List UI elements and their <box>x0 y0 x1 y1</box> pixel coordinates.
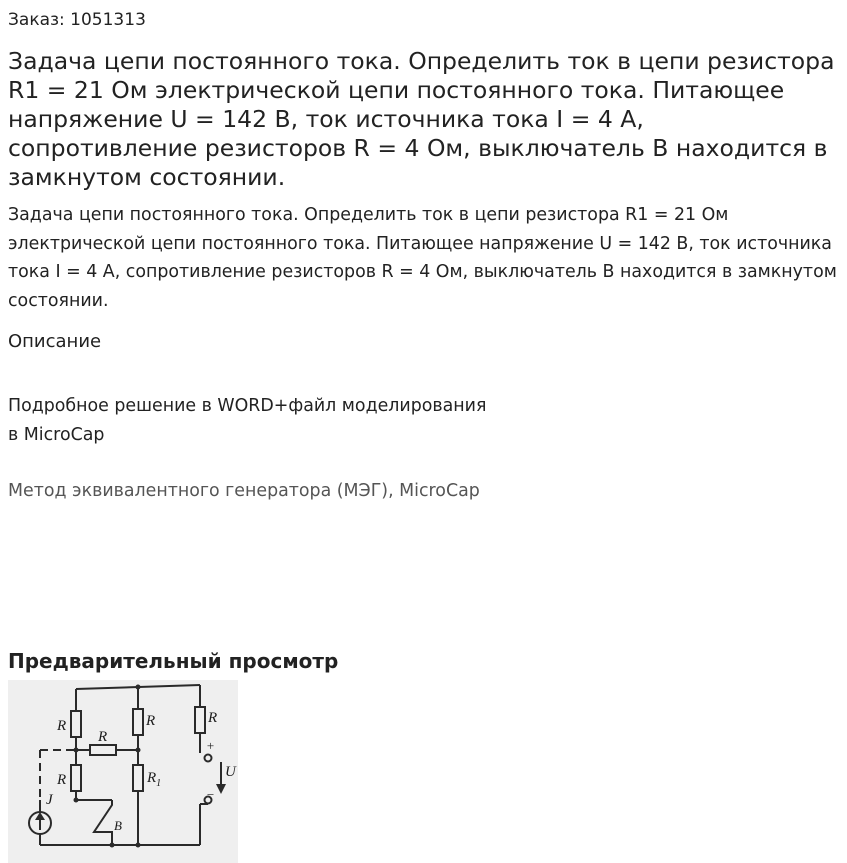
order-number: Заказ: 1051313 <box>8 10 146 30</box>
label-plus: + <box>206 738 215 753</box>
description-label: Описание <box>8 331 102 352</box>
description-line-2: в MicroCap <box>8 424 105 445</box>
label-j: J <box>46 792 53 808</box>
preview-heading: Предварительный просмотр <box>8 649 339 673</box>
label-r-bottom-left: R <box>57 772 67 788</box>
label-minus: − <box>206 787 215 802</box>
label-r-horizontal: R <box>98 729 108 745</box>
description-line-1: Подробное решение в WORD+файл моделирования <box>8 396 487 416</box>
label-r1: $R_1$ <box>147 770 162 789</box>
description-text <box>8 392 568 449</box>
label-b: B <box>114 818 122 833</box>
tags-link[interactable]: Метод эквивалентного генератора (МЭГ), MicroCap <box>8 481 480 501</box>
task-text: Задача цепи постоянного тока. Определить ток в цепи резистора R1 = 21 Ом электрической цепи постоянного тока. Питающее напряжение U = 142 В, ток источника тока I = 4 А, сопротивление резисторов R = 4 Ом, выключатель В находится в замкнутом состоянии. <box>8 205 837 311</box>
circuit-preview-image[interactable] <box>8 680 238 863</box>
label-r-top-mid: R <box>146 713 156 729</box>
circuit-diagram <box>8 680 238 863</box>
node-switch <box>74 798 79 803</box>
node-left <box>74 748 79 753</box>
label-r-top-left: R <box>57 718 67 734</box>
label-u: U <box>225 764 236 780</box>
page-title: Задача цепи постоянного тока. Определить ток в цепи резистора R1 = 21 Ом электрической цепи постоянного тока. Питающее напряжение U = 142 В, ток источника тока I = 4 А, сопротивление резисторов R = 4 Ом, выключатель В находится в замкнутом состоянии. <box>8 47 835 191</box>
node-top-mid <box>136 685 141 690</box>
label-r-top-right: R <box>208 710 218 726</box>
node-bottom-mid <box>136 843 141 848</box>
node-mid <box>136 748 141 753</box>
node-bottom <box>110 843 115 848</box>
